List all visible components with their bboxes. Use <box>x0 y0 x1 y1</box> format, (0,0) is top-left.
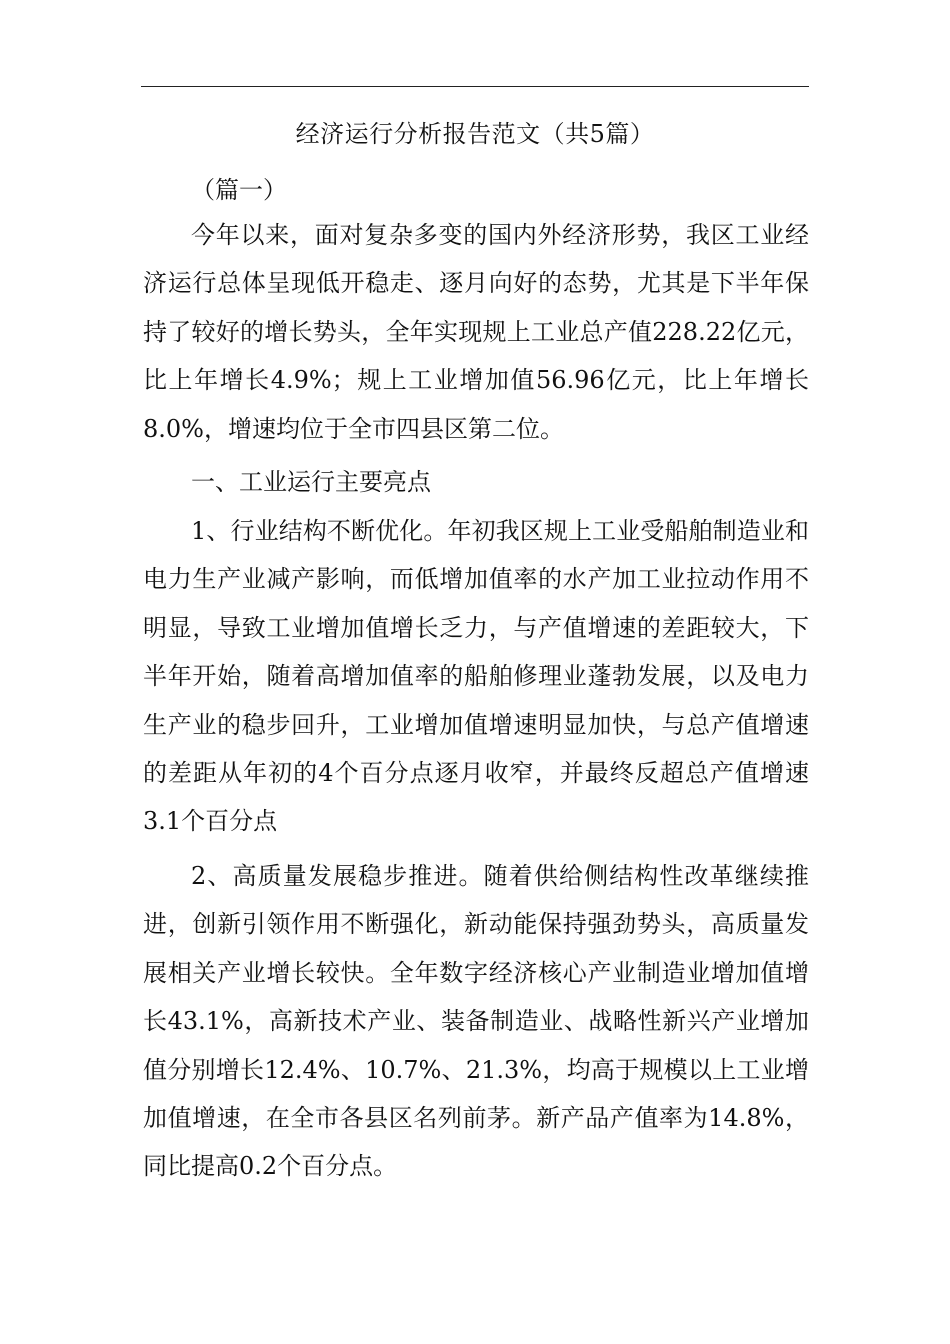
header-rule <box>141 86 809 87</box>
paragraph-industry-structure: 1、行业结构不断优化。年初我区规上工业受船舶制造业和电力生产业减产影响，而低增加值率的水产加工业拉动作用不明显，导致工业增加值增长乏力，与产值增速的差距较大，下半年开始，随着高增加值率的船舶修理业蓬勃发展，以及电力生产业的稳步回升，工业增加值增速明显加快，与总产值增速的差距从年初的4个百分点逐月收窄，并最终反超总产值增速3.1个百分点 <box>143 517 809 836</box>
intro-paragraph: 今年以来，面对复杂多变的国内外经济形势，我区工业经济运行总体呈现低开稳走、逐月向好的态势，尤其是下半年保持了较好的增长势头，全年实现规上工业总产值228.22亿元，比上年增长4.9%；规上工业增加值56.96亿元，比上年增长8.0%，增速均位于全市四县区第二位。 <box>143 221 809 443</box>
section-label: （篇一） <box>191 176 287 204</box>
section-heading: 一、工业运行主要亮点 <box>191 468 431 496</box>
paragraph-quality-development: 2、高质量发展稳步推进。随着供给侧结构性改革继续推进，创新引领作用不断强化，新动能保持强劲势头，高质量发展相关产业增长较快。全年数字经济核心产业制造业增加值增长43.1%，高新技术产业、装备制造业、战略性新兴产业增加值分别增长12.4%、10.7%、21.3%，均高于规模以上工业增加值增速，在全市各县区名列前茅。新产品产值率为14.8%，同比提高0.2个百分点。 <box>143 862 809 1181</box>
document-title: 经济运行分析报告范文（共5篇） <box>295 120 655 148</box>
